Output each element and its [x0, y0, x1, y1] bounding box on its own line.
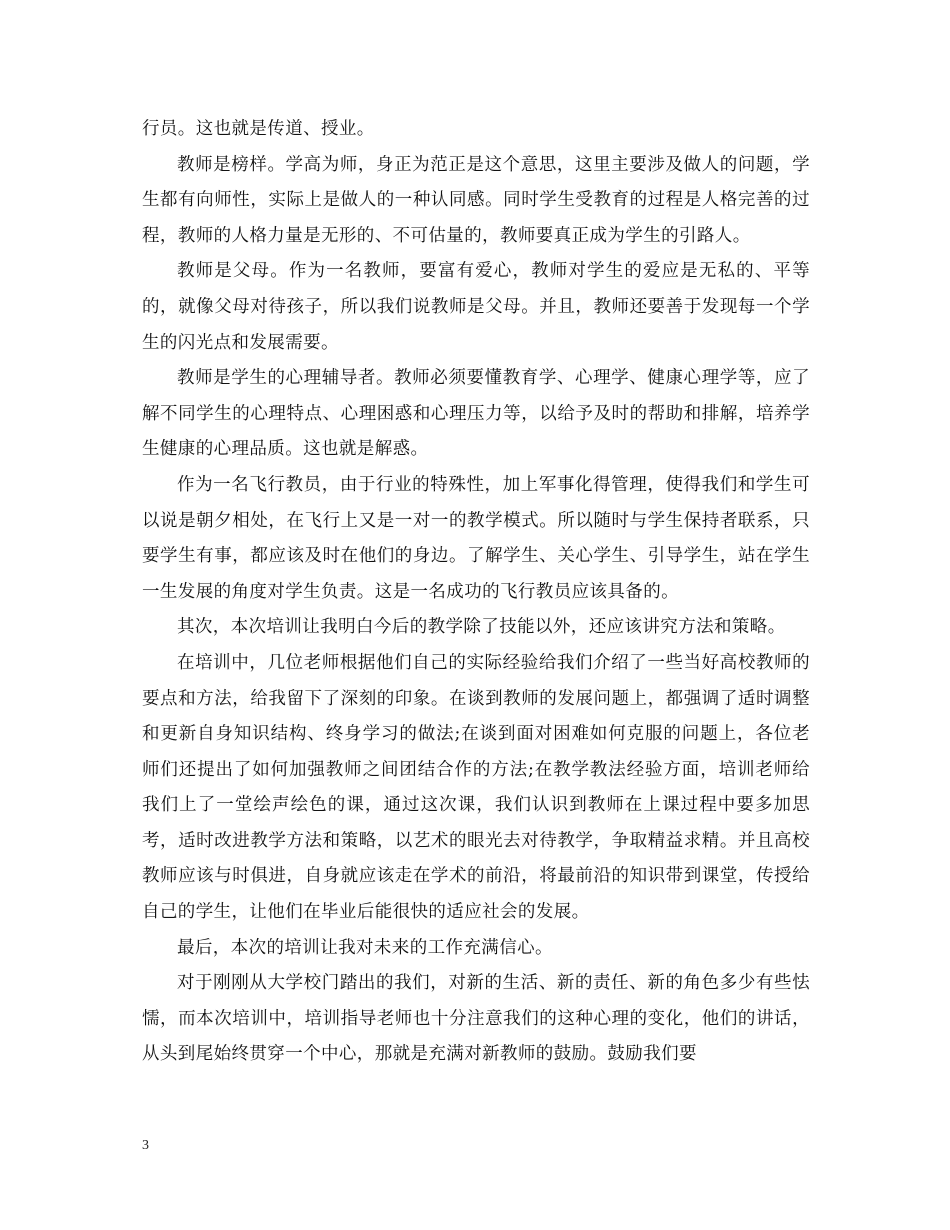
- paragraph-flight-instructor: 作为一名飞行教员，由于行业的特殊性，加上军事化得管理，使得我们和学生可以说是朝夕相处，在飞行上又是一对一的教学模式。所以随时与学生保持者联系，只要学生有事，都应该及时在他们的身边。了解学生、关心学生、引导学生，站在学生一生发展的角度对学生负责。这是一名成功的飞行教员应该具备的。: [142, 474, 810, 602]
- page-number: 3: [142, 1138, 149, 1153]
- paragraph-finally: 最后，本次的培训让我对未来的工作充满信心。: [177, 937, 553, 958]
- paragraph-new-graduates: 对于刚刚从大学校门踏出的我们，对新的生活、新的责任、新的角色多少有些怯懦，而本次培训中，培训指导老师也十分注意我们的这种心理的变化，他们的讲话，从头到尾始终贯穿一个中心，那就是充满对新教师的鼓励。鼓励我们要: [142, 973, 810, 1065]
- paragraph-teacher-role-model: 教师是榜样。学高为师，身正为范正是这个意思，这里主要涉及做人的问题，学生都有向师性，实际上是做人的一种认同感。同时学生受教育的过程是人格完善的过程，教师的人格力量是无形的、不可估量的，教师要真正成为学生的引路人。: [142, 154, 810, 246]
- paragraph-secondly: 其次，本次培训让我明白今后的教学除了技能以外，还应该讲究方法和策略。: [177, 617, 786, 638]
- paragraph-teacher-counselor: 教师是学生的心理辅导者。教师必须要懂教育学、心理学、健康心理学等，应了解不同学生的心理特点、心理困惑和心理压力等，以给予及时的帮助和排解，培养学生健康的心理品质。这也就是解惑。: [142, 368, 810, 460]
- paragraph-continued: 行员。这也就是传道、授业。: [142, 119, 375, 139]
- paragraph-teacher-parent: 教师是父母。作为一名教师，要富有爱心，教师对学生的爱应是无私的、平等的，就像父母对待孩子，所以我们说教师是父母。并且，教师还要善于发现每一个学生的闪光点和发展需要。: [142, 261, 810, 353]
- paragraph-training-details: 在培训中，几位老师根据他们自己的实际经验给我们介绍了一些当好高校教师的要点和方法，给我留下了深刻的印象。在谈到教师的发展问题上，都强调了适时调整和更新自身知识结构、终身学习的做法;在谈到面对困难如何克服的问题上，各位老师们还提出了如何加强教师之间团结合作的方法;在教学教法经验方面，培训老师给我们上了一堂绘声绘色的课，通过这次课，我们认识到教师在上课过程中要多加思考，适时改进教学方法和策略，以艺术的眼光去对待教学，争取精益求精。并且高校教师应该与时俱进，自身就应该走在学术的前沿，将最前沿的知识带到课堂，传授给自己的学生，让他们在毕业后能很快的适应社会的发展。: [142, 652, 810, 923]
- document-body: [142, 112, 810, 1073]
